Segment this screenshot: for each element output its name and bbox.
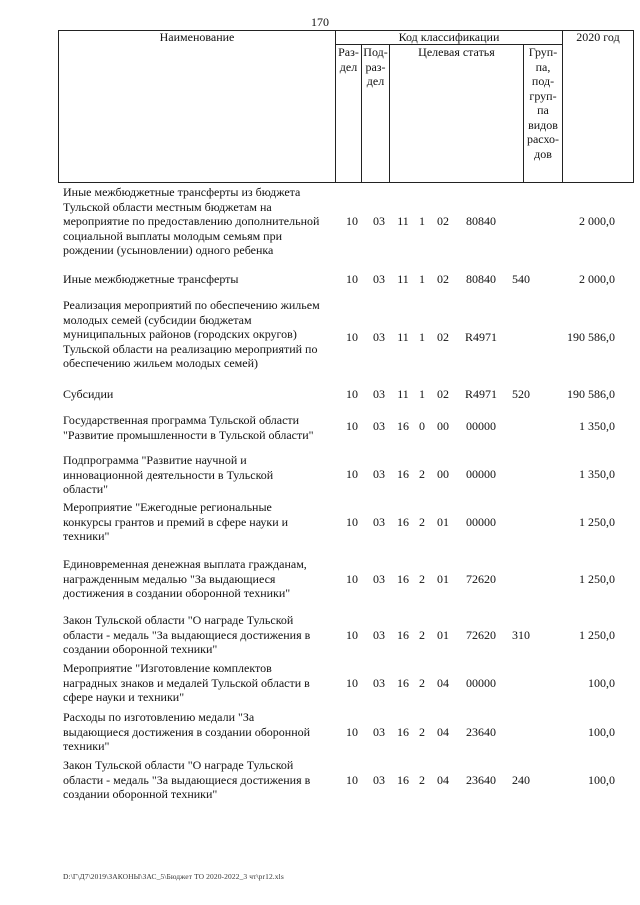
cell-subprogram: 2 xyxy=(419,773,425,787)
cell-section: 10 xyxy=(346,676,358,690)
row-name: Расходы по изготовлению медали "За выдающиеся достижения в создании оборонной техники" xyxy=(63,710,311,753)
cell-section: 10 xyxy=(346,628,358,642)
cell-section: 10 xyxy=(346,515,358,529)
cell-program: 11 xyxy=(397,387,409,401)
cell-subprogram: 0 xyxy=(419,419,425,433)
cell-subsection: 03 xyxy=(373,387,385,401)
cell-event: 04 xyxy=(437,676,449,690)
cell-amount: 190 586,0 xyxy=(567,330,615,344)
cell-direction: 23640 xyxy=(466,725,496,739)
cell-subprogram: 1 xyxy=(419,387,425,401)
cell-subsection: 03 xyxy=(373,515,385,529)
cell-direction: 80840 xyxy=(466,214,496,228)
row-name: Закон Тульской области "О награде Тульской области - медаль "За выдающиеся достижения в создании оборонной техники" xyxy=(63,758,311,801)
cell-section: 10 xyxy=(346,467,358,481)
cell-event: 04 xyxy=(437,725,449,739)
cell-event: 04 xyxy=(437,773,449,787)
cell-subprogram: 1 xyxy=(419,272,425,286)
cell-section: 10 xyxy=(346,773,358,787)
cell-subprogram: 2 xyxy=(419,676,425,690)
cell-direction: 00000 xyxy=(466,676,496,690)
cell-direction: R4971 xyxy=(464,387,497,401)
cell-group: 240 xyxy=(512,773,530,787)
cell-subprogram: 2 xyxy=(419,515,425,529)
cell-event: 00 xyxy=(437,419,449,433)
cell-program: 16 xyxy=(397,467,409,481)
cell-amount: 100,0 xyxy=(588,725,615,739)
cell-amount: 190 586,0 xyxy=(567,387,615,401)
cell-subsection: 03 xyxy=(373,773,385,787)
cell-section: 10 xyxy=(346,272,358,286)
row-name: Государственная программа Тульской области "Развитие промышленности в Тульской области" xyxy=(63,413,314,442)
cell-group: 310 xyxy=(512,628,530,642)
cell-amount: 1 350,0 xyxy=(579,419,615,433)
cell-direction: 00000 xyxy=(466,467,496,481)
cell-program: 16 xyxy=(397,628,409,642)
cell-amount: 1 250,0 xyxy=(579,572,615,586)
cell-subsection: 03 xyxy=(373,725,385,739)
cell-subsection: 03 xyxy=(373,628,385,642)
row-name: Подпрограмма "Развитие научной и инновационной деятельности в Тульской области" xyxy=(63,453,274,496)
header-subsection: Под- раз- дел xyxy=(362,45,390,183)
cell-subsection: 03 xyxy=(373,330,385,344)
cell-subsection: 03 xyxy=(373,572,385,586)
cell-subsection: 03 xyxy=(373,419,385,433)
header-code-group: Код классификации xyxy=(336,31,563,45)
cell-subsection: 03 xyxy=(373,676,385,690)
cell-subprogram: 1 xyxy=(419,214,425,228)
cell-section: 10 xyxy=(346,572,358,586)
cell-section: 10 xyxy=(346,214,358,228)
cell-event: 01 xyxy=(437,515,449,529)
row-name: Реализация мероприятий по обеспечению жильем молодых семей (субсидии бюджетам муниципальных районов (городских округов) Тульской области на реализацию мероприятий по обеспечению жильем молодых семей) xyxy=(63,298,320,370)
cell-amount: 100,0 xyxy=(588,676,615,690)
cell-program: 16 xyxy=(397,725,409,739)
row-name: Иные межбюджетные трансферты из бюджета Тульской области местным бюджетам на мероприятие по предоставлению дополнительной социальной выплаты молодым семьям при рождении (усыновлении) одного ребенка xyxy=(63,185,320,257)
cell-program: 11 xyxy=(397,330,409,344)
row-name: Субсидии xyxy=(63,387,114,401)
cell-amount: 1 350,0 xyxy=(579,467,615,481)
header-group: Груп- па, под- груп- па видов расхо- дов xyxy=(524,45,563,183)
cell-program: 16 xyxy=(397,676,409,690)
cell-amount: 2 000,0 xyxy=(579,214,615,228)
cell-event: 01 xyxy=(437,572,449,586)
cell-direction: 00000 xyxy=(466,515,496,529)
cell-subprogram: 2 xyxy=(419,725,425,739)
row-name: Закон Тульской области "О награде Тульской области - медаль "За выдающиеся достижения в создании оборонной техники" xyxy=(63,613,311,656)
cell-direction: 23640 xyxy=(466,773,496,787)
row-name: Мероприятие "Ежегодные региональные конкурсы грантов и премий в сфере науки и техники" xyxy=(63,500,289,543)
cell-section: 10 xyxy=(346,330,358,344)
cell-group: 520 xyxy=(512,387,530,401)
file-path-footer: D:\Г\Д7\2019\ЗАКОНЫ\ЗАС_5\Бюджет ТО 2020-2022_3 чт\pr12.xls xyxy=(63,872,284,881)
cell-program: 16 xyxy=(397,419,409,433)
header-target: Целевая статья xyxy=(390,45,524,183)
cell-group: 540 xyxy=(512,272,530,286)
cell-program: 16 xyxy=(397,773,409,787)
cell-event: 01 xyxy=(437,628,449,642)
cell-direction: R4971 xyxy=(464,330,497,344)
cell-program: 16 xyxy=(397,515,409,529)
row-name: Единовременная денежная выплата гражданам, награжденным медалью "За выдающиеся достижения в создании оборонной техники" xyxy=(63,557,307,600)
cell-direction: 72620 xyxy=(466,572,496,586)
cell-amount: 1 250,0 xyxy=(579,628,615,642)
cell-subsection: 03 xyxy=(373,467,385,481)
header-name: Наименование xyxy=(59,31,336,183)
cell-event: 00 xyxy=(437,467,449,481)
cell-program: 16 xyxy=(397,572,409,586)
page-number: 170 xyxy=(311,15,329,29)
cell-direction: 72620 xyxy=(466,628,496,642)
cell-amount: 100,0 xyxy=(588,773,615,787)
row-name: Мероприятие "Изготовление комплектов наградных знаков и медалей Тульской области в сфере науки и техники" xyxy=(63,661,310,704)
cell-direction: 80840 xyxy=(466,272,496,286)
cell-amount: 2 000,0 xyxy=(579,272,615,286)
cell-event: 02 xyxy=(437,272,449,286)
header-section: Раз- дел xyxy=(336,45,362,183)
row-name: Иные межбюджетные трансферты xyxy=(63,272,239,286)
cell-direction: 00000 xyxy=(466,419,496,433)
cell-subprogram: 1 xyxy=(419,330,425,344)
cell-subprogram: 2 xyxy=(419,628,425,642)
cell-subsection: 03 xyxy=(373,272,385,286)
header-year: 2020 год xyxy=(563,31,634,183)
cell-event: 02 xyxy=(437,330,449,344)
cell-program: 11 xyxy=(397,214,409,228)
cell-section: 10 xyxy=(346,725,358,739)
cell-event: 02 xyxy=(437,214,449,228)
cell-program: 11 xyxy=(397,272,409,286)
cell-amount: 1 250,0 xyxy=(579,515,615,529)
cell-event: 02 xyxy=(437,387,449,401)
cell-subsection: 03 xyxy=(373,214,385,228)
cell-subprogram: 2 xyxy=(419,572,425,586)
cell-subprogram: 2 xyxy=(419,467,425,481)
cell-section: 10 xyxy=(346,419,358,433)
cell-section: 10 xyxy=(346,387,358,401)
